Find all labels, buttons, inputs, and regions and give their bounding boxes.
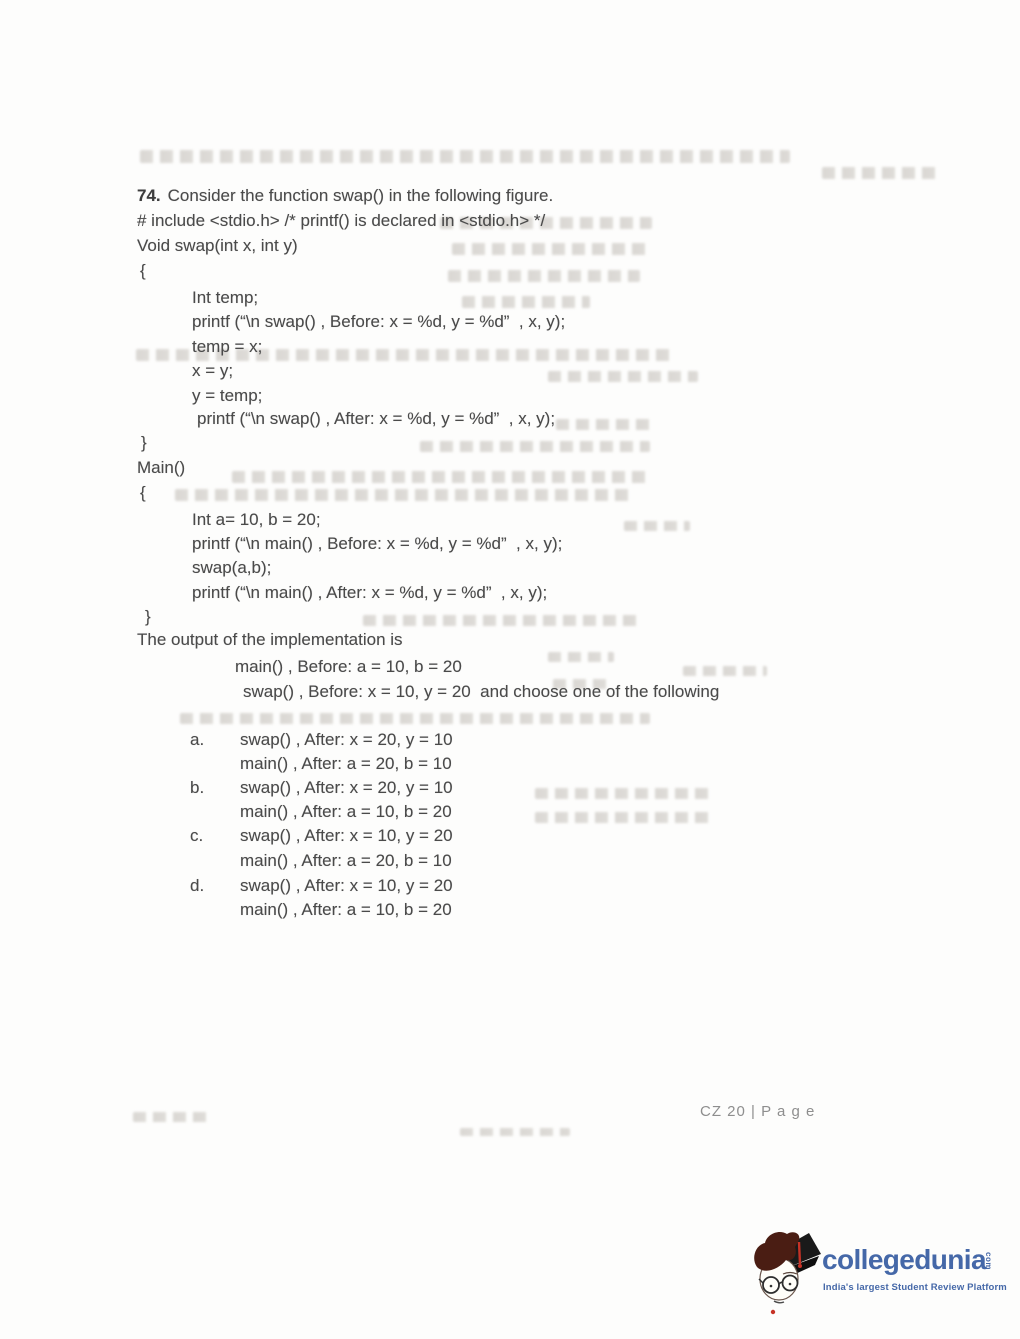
option-label: b. (190, 778, 205, 797)
bleedthrough-artifact (548, 652, 614, 662)
bleedthrough-artifact (462, 296, 590, 308)
code-line: swap(a,b); (192, 558, 272, 577)
bleedthrough-artifact (448, 270, 640, 282)
code-line: } (141, 433, 147, 452)
code-line: x = y; (192, 361, 234, 380)
code-line: Main() (137, 458, 186, 477)
option-line: swap() , After: x = 20, y = 10 (240, 778, 453, 797)
page-number-label: CZ 20 | P a g e (700, 1103, 816, 1120)
option-line: swap() , After: x = 10, y = 20 (240, 876, 453, 895)
bleedthrough-artifact (535, 788, 710, 799)
output-line: main() , Before: a = 10, b = 20 (235, 657, 462, 676)
bleedthrough-artifact (175, 489, 635, 501)
option-label: a. (190, 730, 205, 749)
bleedthrough-artifact (420, 441, 650, 452)
code-line: printf (“\n swap() , After: x = %d, y = %d” , x, y); (197, 409, 556, 428)
mascot-icon (752, 1228, 822, 1318)
bleedthrough-artifact (133, 1112, 213, 1122)
bleedthrough-artifact (140, 150, 790, 163)
code-line: { (140, 483, 146, 502)
option-line: main() , After: a = 10, b = 20 (240, 802, 452, 821)
brand-tagline: India's largest Student Review Platform (823, 1282, 1007, 1293)
option-line: main() , After: a = 10, b = 20 (240, 900, 452, 919)
code-line: Int temp; (192, 288, 259, 307)
bleedthrough-artifact (232, 471, 652, 483)
code-line: { (140, 261, 146, 280)
output-intro: The output of the implementation is (137, 630, 403, 649)
collegedunia-logo (752, 1226, 1012, 1322)
option-line: main() , After: a = 20, b = 10 (240, 754, 452, 773)
question-number: 74. (137, 186, 161, 205)
option-line: main() , After: a = 20, b = 10 (240, 851, 452, 870)
bleedthrough-artifact (460, 1128, 570, 1136)
bleedthrough-artifact (822, 167, 940, 179)
output-line: swap() , Before: x = 10, y = 20 and choose one of the following (243, 682, 720, 701)
bleedthrough-artifact (535, 812, 710, 823)
bleedthrough-artifact (556, 419, 656, 430)
code-line: y = temp; (192, 386, 263, 405)
code-line: temp = x; (192, 337, 263, 356)
option-label: d. (190, 876, 205, 895)
bleedthrough-artifact (683, 666, 767, 676)
code-line: Void swap(int x, int y) (137, 236, 298, 255)
question-title (137, 185, 553, 207)
code-line: printf (“\n main() , Before: x = %d, y = %d” , x, y); (192, 534, 563, 553)
option-line: swap() , After: x = 20, y = 10 (240, 730, 453, 749)
bleedthrough-artifact (363, 615, 643, 626)
code-line: printf (“\n main() , After: x = %d, y = %d” , x, y); (192, 583, 548, 602)
question-intro: Consider the function swap() in the following figure. (167, 186, 554, 205)
cap-tassel (799, 1242, 800, 1264)
code-line: } (145, 607, 151, 626)
code-line: Int a= 10, b = 20; (192, 510, 321, 529)
code-line: # include <stdio.h> /* printf() is declared in <stdio.h> */ (137, 211, 546, 230)
bleedthrough-artifact (452, 243, 650, 255)
bleedthrough-artifact (624, 521, 690, 531)
option-line: swap() , After: x = 10, y = 20 (240, 826, 453, 845)
option-label: c. (190, 826, 204, 845)
bleedthrough-artifact (548, 371, 698, 382)
code-line: printf (“\n swap() , Before: x = %d, y = %d” , x, y); (192, 312, 566, 331)
bleedthrough-artifact (180, 713, 650, 724)
brand-domain: com (984, 1252, 993, 1270)
brand-name: collegedunia (822, 1244, 986, 1275)
